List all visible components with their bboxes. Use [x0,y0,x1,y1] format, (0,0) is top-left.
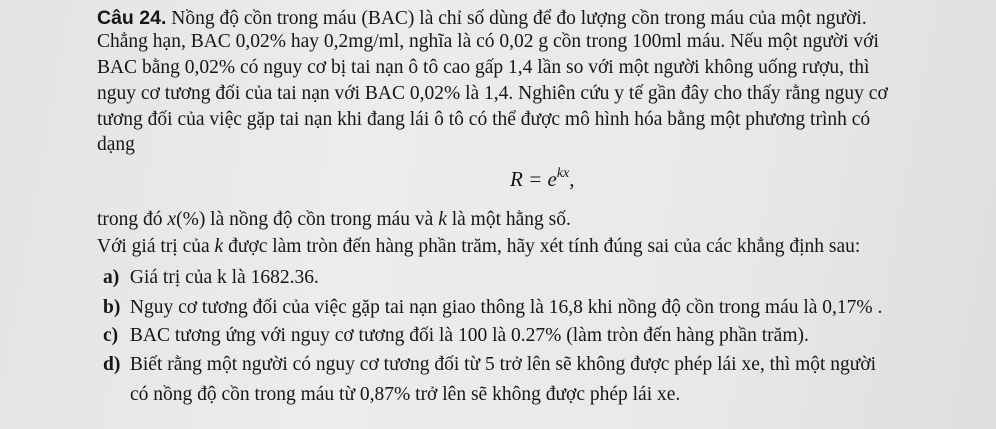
instruction-prefix: Với giá trị của [97,236,215,257]
question-intro-line-5: tương đối của việc gặp tai nạn khi đang lái ô tô có thể được mô hình hóa bằng một phương trình có [97,109,871,130]
formula-exponent: kx [556,166,570,181]
variable-k: k [438,209,447,230]
option-c [103,324,809,348]
option-d [103,353,876,377]
instruction-variable-k: k [214,236,224,257]
option-b [103,296,882,320]
option-d-continuation: có nồng độ cồn trong máu từ 0,87% trở lên sẽ không được phép lái xe. [130,384,681,405]
option-b-letter: b) [103,297,121,318]
where-suffix: là một hằng số. [446,209,571,230]
formula-lhs: R = e [510,167,557,191]
model-formula [510,166,575,192]
formula-tail: , [569,167,575,191]
option-a [103,266,319,290]
option-a-text: Giá trị của k là 1682.36. [125,267,319,288]
instruction-line [97,235,860,259]
option-d-text-line-1: Biết rằng một người có nguy cơ tương đối từ 5 trở lên sẽ không được phép lái xe, thì một người [125,354,877,375]
intro-text: Nồng độ cồn trong máu (BAC) là chỉ số dùng để đo lượng cồn trong máu của một người. [166,8,867,29]
option-c-text: BAC tương ứng với nguy cơ tương đối là 100 là 0.27% (làm tròn đến hàng phần trăm). [125,325,809,346]
question-intro-line-1 [97,6,867,31]
option-a-letter: a) [103,267,120,288]
option-c-letter: c) [103,325,119,346]
question-label: Câu 24. [97,7,167,29]
instruction-suffix: được làm tròn đến hàng phần trăm, hãy xét tính đúng sai của các khẳng định sau: [223,236,861,257]
variable-x: x [167,209,177,230]
question-intro-line-4: nguy cơ tương đối của tai nạn với BAC 0,02% là 1,4. Nghiên cứu y tế gần đây cho thấy rằng nguy cơ [97,83,888,104]
question-intro-line-6: dạng [97,134,135,155]
variable-definition-line [97,208,571,232]
question-intro-line-2: Chẳng hạn, BAC 0,02% hay 0,2mg/ml, nghĩa là có 0,02 g cồn trong 100ml máu. Nếu một người với [97,31,879,52]
where-prefix: trong đó [97,209,168,230]
option-d-letter: d) [103,354,121,375]
option-b-text: Nguy cơ tương đối của việc gặp tai nạn giao thông là 16,8 khi nồng độ cồn trong máu là 0,17% . [125,297,883,318]
question-intro-line-3: BAC bằng 0,02% có nguy cơ bị tai nạn ô tô cao gấp 1,4 lần so với một người không uống rượu, thì [97,57,870,78]
where-middle: (%) là nồng độ cồn trong máu và [176,209,439,230]
